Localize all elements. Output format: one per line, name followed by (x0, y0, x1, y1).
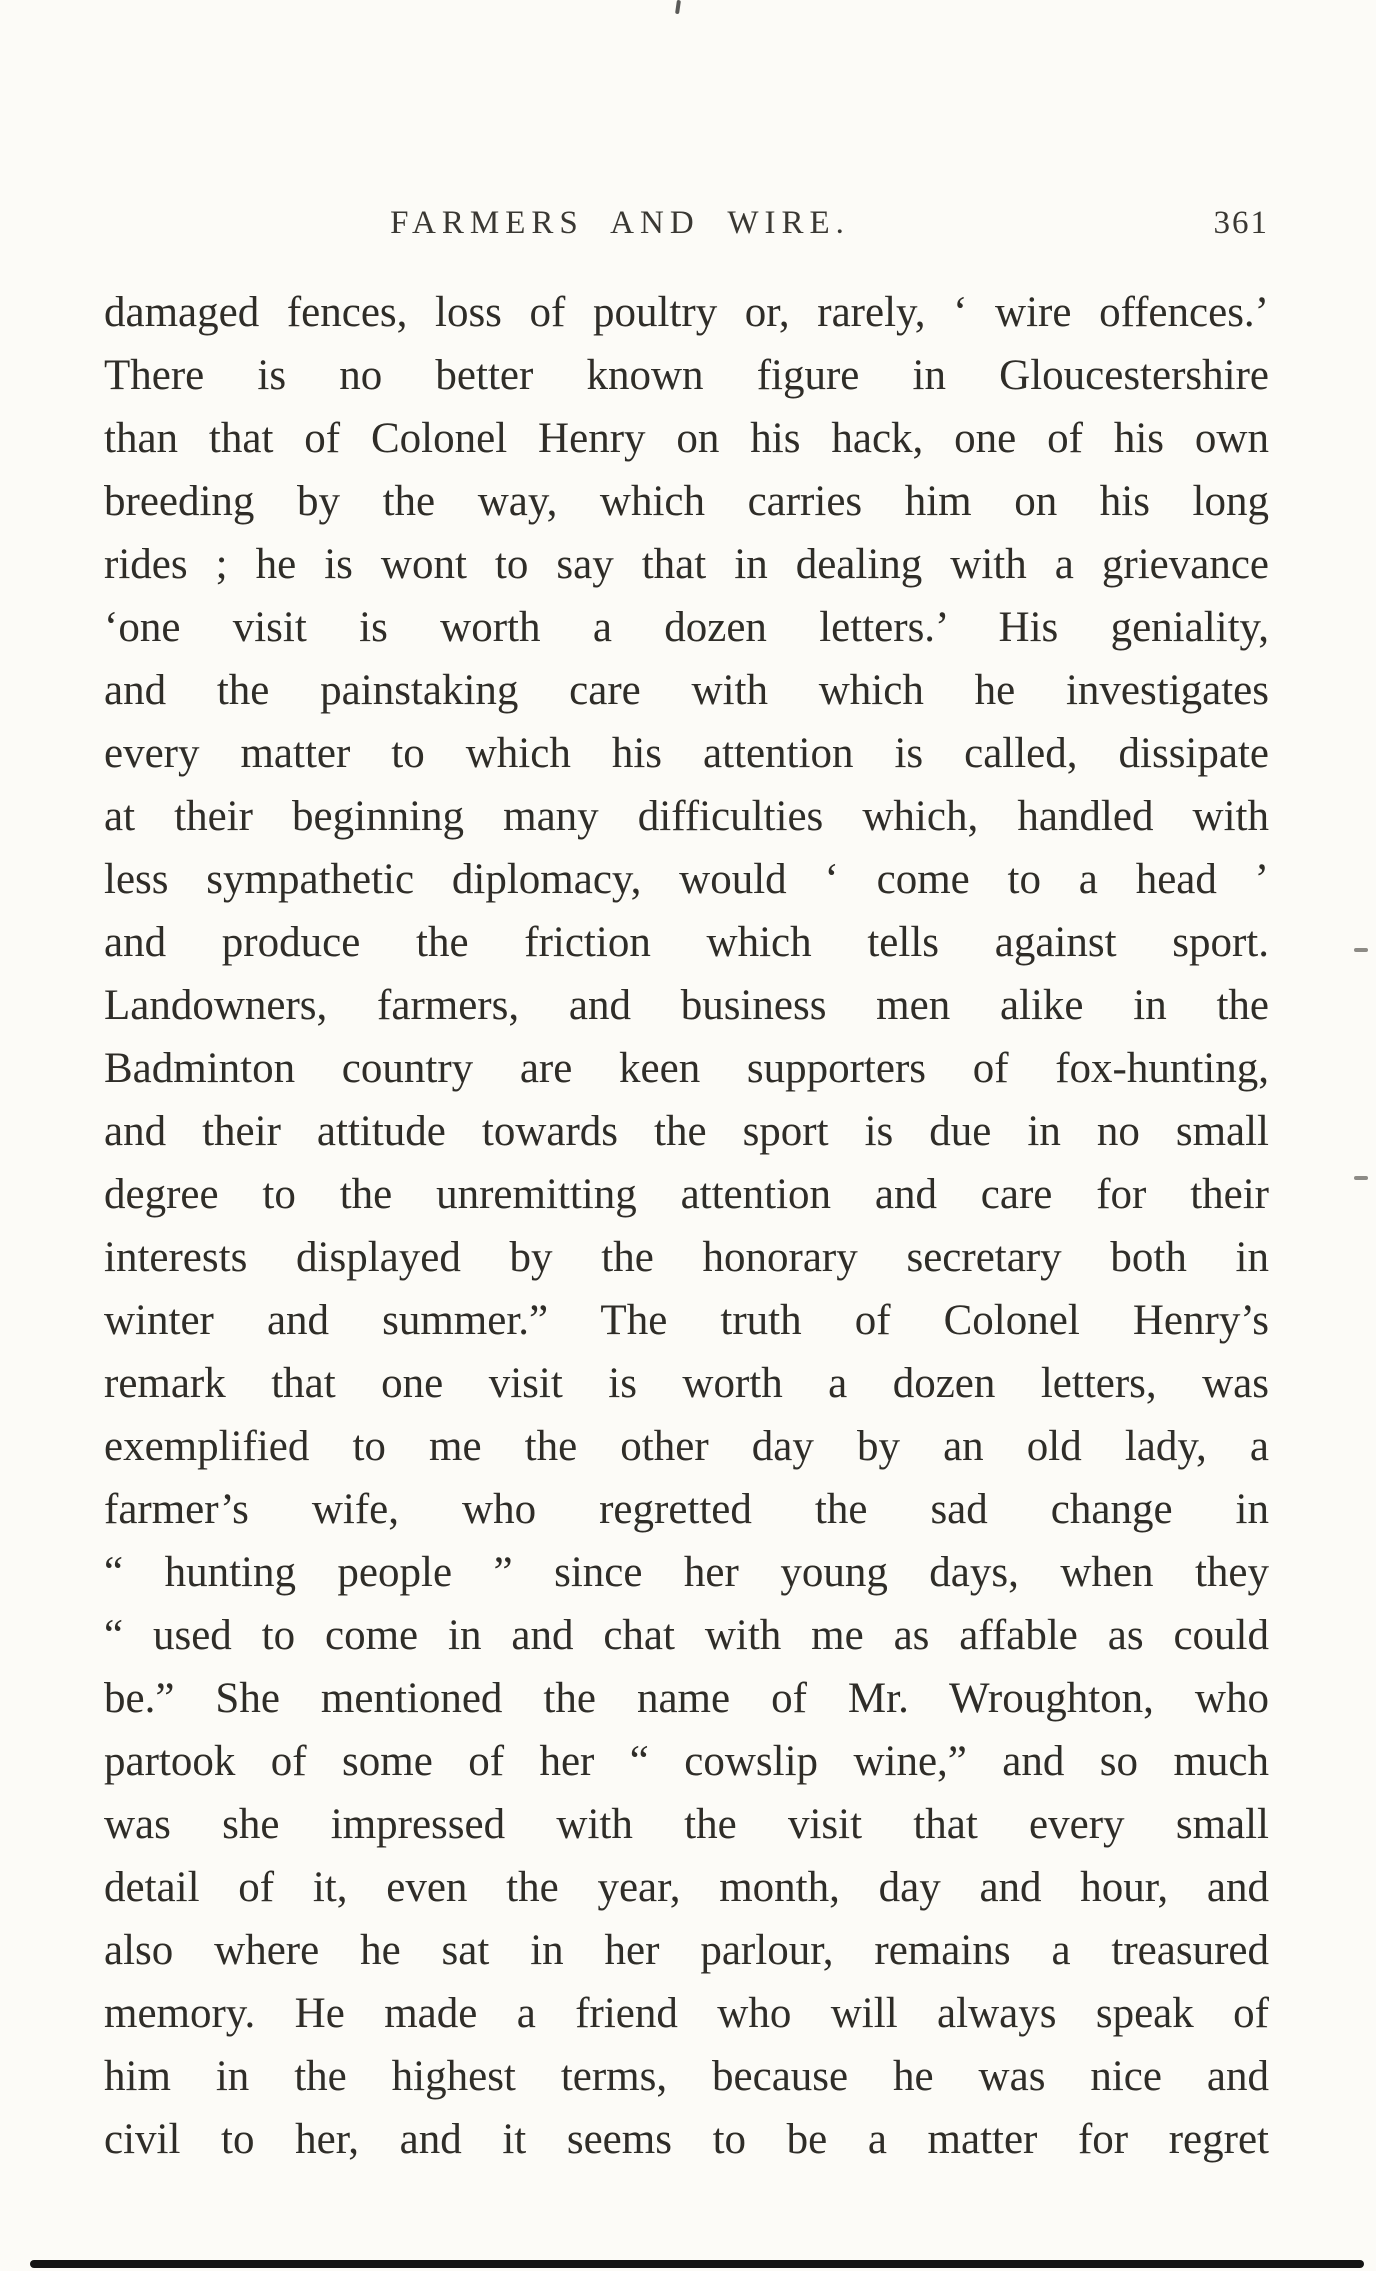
scan-artifact-top-tick (675, 0, 681, 14)
text-line: “ used to come in and chat with me as affable as could (104, 1612, 1269, 1659)
text-line: Landowners, farmers, and business men alike in the (104, 982, 1269, 1029)
text-line: partook of some of her “ cowslip wine,” and so much (104, 1738, 1269, 1785)
text-line: ‘one visit is worth a dozen letters.’ His geniality, (104, 604, 1269, 651)
text-line: also where he sat in her parlour, remains a treasured (104, 1927, 1269, 1974)
text-line: him in the highest terms, because he was nice and (104, 2053, 1269, 2100)
text-line: memory. He made a friend who will always speak of (104, 1990, 1269, 2037)
text-line: than that of Colonel Henry on his hack, one of his own (104, 415, 1269, 462)
text-line: and produce the friction which tells against sport. (104, 919, 1269, 966)
running-title: FARMERS AND WIRE. (390, 205, 850, 241)
text-line: interests displayed by the honorary secretary both in (104, 1234, 1269, 1281)
running-header (104, 205, 1269, 253)
text-line: less sympathetic diplomacy, would ‘ come to a head ’ (104, 856, 1269, 903)
text-line: damaged fences, loss of poultry or, rarely, ‘ wire offences.’ (104, 289, 1269, 336)
scan-artifact-margin-dash (1354, 948, 1368, 952)
text-line: civil to her, and it seems to be a matter for regret (104, 2116, 1269, 2163)
text-line: remark that one visit is worth a dozen letters, was (104, 1360, 1269, 1407)
body-text (104, 281, 1269, 2171)
text-line: and their attitude towards the sport is due in no small (104, 1108, 1269, 1155)
text-line: breeding by the way, which carries him on his long (104, 478, 1269, 525)
text-line: at their beginning many difficulties which, handled with (104, 793, 1269, 840)
scan-artifact-margin-dash (1354, 1176, 1368, 1180)
text-line: and the painstaking care with which he investigates (104, 667, 1269, 714)
text-line: every matter to which his attention is called, dissipate (104, 730, 1269, 777)
page-number: 361 (1213, 205, 1269, 241)
text-line: winter and summer.” The truth of Colonel Henry’s (104, 1297, 1269, 1344)
text-line: “ hunting people ” since her young days, when they (104, 1549, 1269, 1596)
text-line: farmer’s wife, who regretted the sad change in (104, 1486, 1269, 1533)
text-line: Badminton country are keen supporters of fox-hunting, (104, 1045, 1269, 1092)
text-line: There is no better known figure in Gloucestershire (104, 352, 1269, 399)
text-line: detail of it, even the year, month, day and hour, and (104, 1864, 1269, 1911)
text-line: was she impressed with the visit that every small (104, 1801, 1269, 1848)
scan-artifact-bottom-edge (30, 2260, 1364, 2268)
text-line: degree to the unremitting attention and care for their (104, 1171, 1269, 1218)
text-line: exemplified to me the other day by an old lady, a (104, 1423, 1269, 1470)
text-line: rides ; he is wont to say that in dealing with a grievance (104, 541, 1269, 588)
text-line: be.” She mentioned the name of Mr. Wroughton, who (104, 1675, 1269, 1722)
